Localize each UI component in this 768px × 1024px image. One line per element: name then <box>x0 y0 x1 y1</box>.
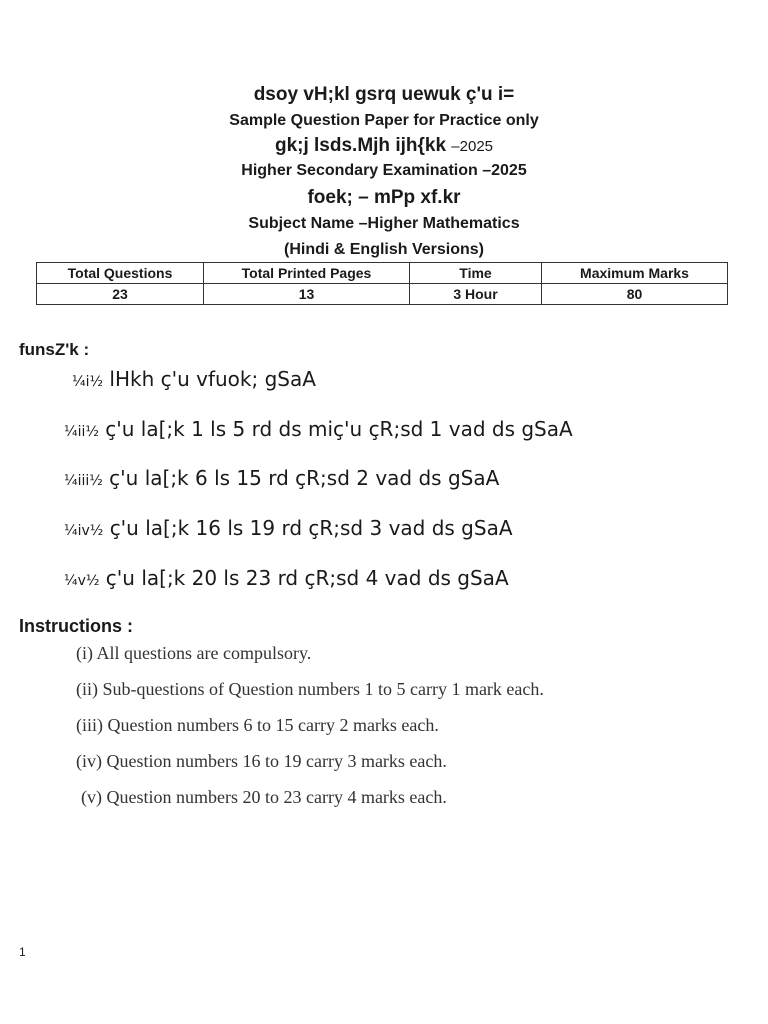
hindi-instruction-text: ç'u la[;k 20 ls 23 rd çR;sd 4 vad ds gSaA <box>105 566 509 590</box>
info-table-value-row <box>37 284 728 305</box>
header-hindi-title: dsoy vH;kl gsrq uewuk ç'u i= <box>253 84 515 105</box>
header-english-subject: Subject Name –Higher Mathematics <box>248 215 520 232</box>
hindi-instruction-num: ¼iii½ <box>64 473 103 489</box>
hindi-instruction-item <box>64 566 509 590</box>
info-table-cell: 13 <box>204 284 410 305</box>
instruction-item: (iv) Question numbers 16 to 19 carry 3 marks each. <box>76 751 447 771</box>
hindi-instruction-num: ¼i½ <box>72 374 104 390</box>
hindi-instruction-text: ç'u la[;k 16 ls 19 rd çR;sd 3 vad ds gSaA <box>109 516 513 540</box>
hindi-instruction-item <box>64 516 513 540</box>
header-english-title: Sample Question Paper for Practice only <box>229 112 539 129</box>
info-table-cell: 3 Hour <box>410 284 542 305</box>
hindi-instructions-label: funsZ'k : <box>19 340 90 359</box>
hindi-instruction-text: lHkh ç'u vfuok; gSaA <box>109 367 316 391</box>
hindi-instruction-item <box>64 417 573 441</box>
hindi-instruction-item <box>72 367 316 391</box>
hindi-instruction-text: ç'u la[;k 1 ls 5 rd ds miç'u çR;sd 1 vad ds gSaA <box>105 417 573 441</box>
hindi-instruction-num: ¼v½ <box>64 573 100 589</box>
hindi-instruction-item <box>64 466 499 490</box>
instruction-item: (i) All questions are compulsory. <box>76 643 312 663</box>
hindi-instruction-num: ¼iv½ <box>64 523 104 539</box>
header-hindi-exam-text: gk;j lsds.Mjh ijh{kk <box>274 135 447 156</box>
instruction-item: (v) Question numbers 20 to 23 carry 4 marks each. <box>81 787 447 807</box>
info-table-cell: 23 <box>37 284 204 305</box>
hindi-instruction-text: ç'u la[;k 6 ls 15 rd çR;sd 2 vad ds gSaA <box>109 466 500 490</box>
info-table-header: Total Printed Pages <box>204 263 410 284</box>
header-english-exam: Higher Secondary Examination –2025 <box>241 162 527 179</box>
info-table-header: Total Questions <box>37 263 204 284</box>
info-table-header: Maximum Marks <box>542 263 728 284</box>
info-table-header: Time <box>410 263 542 284</box>
header-hindi-exam-year: –2025 <box>451 138 494 155</box>
header-versions: (Hindi & English Versions) <box>283 241 485 258</box>
instructions-label: Instructions : <box>19 616 134 636</box>
hindi-instruction-num: ¼ii½ <box>64 424 99 440</box>
page-number: 1 <box>19 945 26 959</box>
info-table-cell: 80 <box>542 284 728 305</box>
info-table <box>36 262 728 305</box>
info-table-header-row <box>37 263 728 284</box>
header-hindi-subject: foek; – mPp xf.kr <box>307 187 461 208</box>
instruction-item: (iii) Question numbers 6 to 15 carry 2 marks each. <box>76 715 439 735</box>
header-hindi-exam <box>0 135 768 157</box>
instruction-item: (ii) Sub-questions of Question numbers 1 to 5 carry 1 mark each. <box>76 679 544 699</box>
